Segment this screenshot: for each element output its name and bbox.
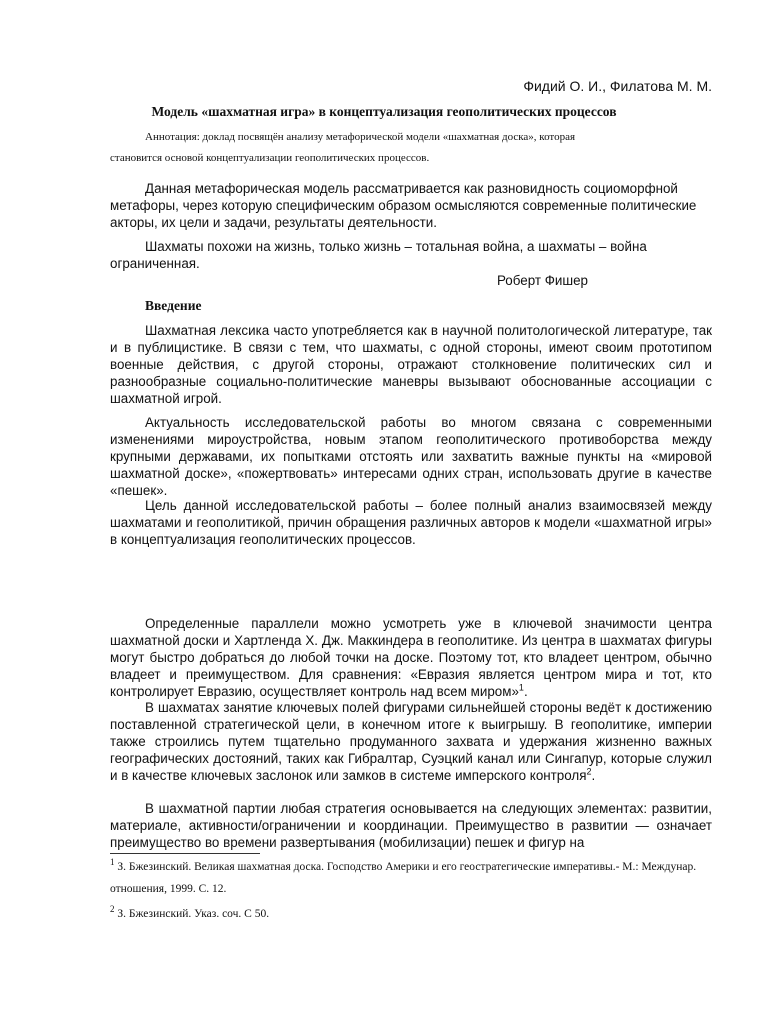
paragraph-4 (110, 615, 712, 700)
footnote-2 (110, 903, 712, 925)
epigraph-quote: Шахматы похожи на жизнь, только жизнь – тотальная война, а шахматы – война ограниченная. (110, 239, 647, 271)
annotation-line-2: становится основой концептуализации геополитических процессов. (110, 152, 430, 164)
footnote-1 (110, 856, 712, 900)
annotation-line-1: Аннотация: доклад посвящён анализу метафорической модели «шахматная доска», которая (145, 131, 576, 143)
paragraph-2: Актуальность исследовательской работы во многом связана с современными изменениями мироустройства, новым этапом геополитического противоборства между крупными державами, их попытками отстоять или захватить важные пункты на «мировой шахматной доске», «пожертвовать» интересами одних стран, использовать другие в качестве «пешек». (110, 415, 712, 498)
annotation (110, 127, 712, 169)
paragraph-3: Цель данной исследовательской работы – более полный анализ взаимосвязей между шахматами и геополитикой, причин обращения различных авторов к модели «шахматной игры» в концептуализация геополитических процессов. (110, 498, 712, 547)
footnote-1-text: З. Бжезинский. Великая шахматная доска. Господство Америки и его геостратегические императивы.- М.: Междунар. отношения, 1999. С. 12. (110, 861, 697, 895)
paragraph-1: Шахматная лексика часто употребляется как в научной политологической литературе, так и в публицистике. В связи с тем, что шахматы, с одной стороны, имеют своим прототипом военные действия, с другой стороны, отражают столкновение политических сил и разнообразные социально-политические маневры вызывают обоснованные ассоциации с шахматной игрой. (110, 323, 712, 406)
footnote-1-mark: 1 (110, 857, 115, 868)
paragraph-5 (110, 699, 712, 784)
footnote-ref-1: 1 (518, 682, 524, 693)
intro-paragraph: Данная метафорическая модель рассматривается как разновидность социоморфной метафоры, через которую специфическим образом осмысляются современные политические акторы, их цели и задачи, результаты деятельности. (110, 181, 697, 230)
footnote-2-mark: 2 (110, 904, 115, 915)
section-heading: Введение (145, 298, 202, 313)
paragraph-6: В шахматной партии любая стратегия основывается на следующих элементах: развитии, материале, активности/ограничении и координации. Преимущество в развитии — означает преимущество во времени развертывания (мобилизации) пешек и фигур на (110, 801, 712, 850)
footnote-2-text: З. Бжезинский. Указ. соч. С 50. (114, 908, 270, 920)
epigraph-author: Роберт Фишер (496, 273, 588, 288)
paragraph-5-end: . (591, 768, 596, 783)
paragraph-4-text: Определенные параллели можно усмотреть уже в ключевой значимости центра шахматной доски и Хартленда Х. Дж. Маккиндера в геополитике. Из центра в шахматах фигуры могут быстро добраться до любой точки на доске. Поэтому тот, кто владеет центром, обычно владеет и преимуществом. Для сравнения: «Евразия является центром мира и тот, кто контролирует Евразию, осуществляет контроль над всем миром» (110, 616, 712, 699)
paragraph-4-end: . (523, 684, 528, 699)
document-title: Модель «шахматная игра» в концептуализация геополитических процессов (151, 104, 617, 119)
paragraph-5-text: В шахматах занятие ключевых полей фигурами сильнейшей стороны ведёт к достижению поставленной стратегической цели, в конечном итоге к выигрышу. В геополитике, империи также строились путем тщательно продуманного захвата и удержания жизненно важных географических достояний, таких как Гибралтар, Суэцкий канал или Сингапур, которые служил и в качестве ключевых заслонок или замков в системе имперского контроля (110, 700, 712, 783)
authors-line: Фидий О. И., Филатова М. М. (523, 78, 712, 94)
footnote-ref-2: 2 (586, 766, 592, 777)
footnote-separator (110, 853, 260, 854)
